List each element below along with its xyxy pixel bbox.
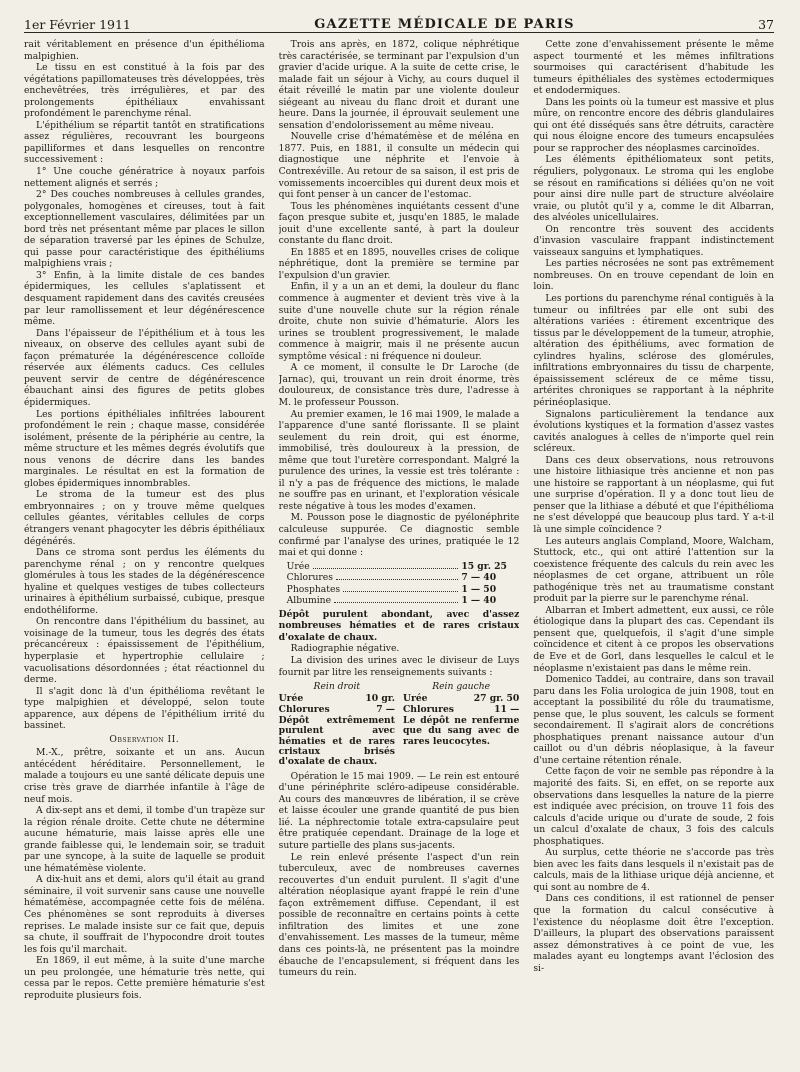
table-row: Albumine 1 — 40 [286,595,497,607]
journal-title: GAZETTE MÉDICALE DE PARIS [314,17,575,32]
paragraph: On rencontre dans l'épithélium du bassinet, au voisinage de la tumeur, tous les degrés des états précancéreux : épaississement de l'épithélium, hyperplasie et hypertrophie cellulaire ; vacuolisations désordonnées ; état réactionnel du derme. [24,616,265,686]
paragraph: Nouvelle crise d'hématémèse et de méléna en 1877. Puis, en 1881, il consulte un médecin qui diagnostique une néphrite et l'envoie à Contrexéville. Au retour de sa saison, il est pris de vomissements incoercibles qui durent deux mois et qui font penser à un cancer de l'estomac. [278,131,520,201]
deposit-note: Le dépôt ne renferme que du sang avec de rares leucocytes. [402,714,520,747]
paragraph: En 1885 et en 1895, nouvelles crises de colique néphrétique, dont la première se termine par l'expulsion d'un gravier. [278,246,520,281]
column-3 [533,39,774,1069]
column-2 [279,39,520,1069]
paragraph: Le tissu en est constitué à la fois par des végétations papillomateuses très développées, très enchevêtrées, très irrégulières, et par des prolongements épithéliaux envahissant profondément le parenchyme rénal. [24,62,265,120]
paragraph: Signalons particulièrement la tendance aux évolutions kystiques et la formation d'assez vastes cavités analogues à celles de n'importe quel rein scléreux. [533,408,774,455]
paragraph: M. Pousson pose le diagnostic de pyélonéphrite calculeuse suppurée. Ce diagnostic semble confirmé par l'analyse des urines, pratiquée le 12 mai et qui donne : [278,512,520,559]
paragraph: Les auteurs anglais Compland, Moore, Walcham, Stuttock, etc., qui ont attiré l'attention sur la coexistence fréquente des calculs du rein avec les néoplasmes de cet organe, attribuent un rôle pathogénique très net au traumatisme constant produit par la pierre sur le parenchyme rénal. [533,535,774,605]
paragraph: A dix-sept ans et demi, il tombe d'un trapèze sur la région rénale droite. Cette chute ne détermine aucune hématurie, mais laisse après elle une grande faiblesse qui, le lendemain soir, se traduit par une syncope, à la suite de laquelle se produit une hématémèse violente. [24,805,265,874]
table-row: Urée 15 gr. 25 [286,560,507,572]
header-date: 1er Février 1911 [24,17,131,32]
list-item: 2° Des couches nombreuses à cellules grandes, polygonales, homogènes et cireuses, tout à fait exceptionnellement vasculaires, délimitées par un bord très net présentant même par places le sillon de séparation traversé par les épines de Schulze, qui passe pour caractéristique des épithéliums malpighiens vrais ; [24,189,265,270]
paragraph: Les parties nécrosées ne sont pas extrêmement nombreuses. On en trouve cependant de loin en loin. [533,258,774,293]
paragraph: A dix-huit ans et demi, alors qu'il était au grand séminaire, il voit survenir sans cause une nouvelle hématémèse, accompagnée cette fois de méléna. Ces phénomènes se sont reproduits à diverses reprises. Le malade insiste sur ce fait que, depuis sa chute, il souffrait de l'hypocondre droit toutes les fois qu'il marchait. [24,874,265,955]
paragraph: Cette façon de voir ne semble pas répondre à la majorité des faits. Si, en effet, on se reporte aux observations dans lesquelles la nature de la pierre est indiquée avec précision, on trouve 11 fois des calculs d'acide urique ou d'urate de soude, 2 fois un calcul d'oxalate de chaux, 3 fois des calculs phosphatiques. [533,766,774,847]
paragraph: Trois ans après, en 1872, colique néphrétique très caractérisée, se terminant par l'expulsion d'un gravier d'acide urique. A la suite de cette crise, le malade fait un séjour à Vichy, au cours duquel il était réveillé le matin par une violente douleur siégeant au niveau du flanc droit et durant une heure. Dans la journée, il éprouvait seulement une sensation d'endolorissement au même niveau. [278,39,520,131]
paragraph: Les portions du parenchyme rénal contiguës à la tumeur ou infiltrées par elle ont subi des altérations variées : étirement excentrique des tissus par le développement de la tumeur, atrophie, altération des épithéliums, avec formation de cylindres hyalins, sclérose des glomérules, infiltrations embryonnaires du tissu de charpente, épaississement scléreux de ce même tissu, artérites chroniques se rapportant à la néphrite périnéoplasique. [533,293,774,408]
paragraph: Domenico Taddei, au contraire, dans son travail paru dans les Folia urologica de juin 1908, tout en acceptant la possibilité du rôle du traumatisme, pense que, le plus souvent, les calculs se forment secondairement. Il s'agirait alors de concrétions phosphatiques prenant naissance autour d'un caillot ou d'un débris néoplasique, à la faveur d'une certaine rétention rénale. [533,674,774,766]
paragraph: Dans ces deux observations, nous retrouvons une histoire lithiasique très ancienne et non pas une histoire se rapportant à un néoplasme, qui fut une surprise d'opération. Il y a donc tout lieu de penser que la lithiase a débuté et que l'épithélioma ne s'est développé que beaucoup plus tard. Y a-t-il là une simple coïncidence ? [533,454,774,535]
paragraph: Le rein enlevé présente l'aspect d'un rein tuberculeux, avec de nombreuses cavernes recouvertes d'un enduit purulent. Il s'agit d'une altération néoplasique ayant frappé le rein d'une façon extrêmement diffuse. Cependant, il est possible de reconnaître en certains points à cette infiltration des limites et une zone d'envahissement. Les masses de la tumeur, même dans ces points-là, ne présentent pas la moindre ébauche de l'encapsulement, si fréquent dans les tumeurs du rein. [278,851,520,979]
paragraph: Opération le 15 mai 1909. — Le rein est entouré d'une périnéphrite scléro-adipeuse considérable. Au cours des manœuvres de libération, il se crève et laisse écouler une grande quantité de pus bien lié. La néphrectomie totale extra-capsulaire peut être pratiquée cependant. Drainage de la loge et suture partielle des plans sus-jacents. [278,770,520,852]
column-1 [24,39,265,1069]
paragraph: Il s'agit donc là d'un épithélioma revêtant le type malpighien et développé, selon toute apparence, aux dépens de l'épithélium irrité du bassinet. [24,685,265,732]
paragraph: Au premier examen, le 16 mai 1909, le malade a l'apparence d'une santé florissante. Il se plaint seulement du rein droit, qui est énorme, immobilisé, très douloureux à la pression, de même que tout l'uretère correspondant. Malgré la purulence des urines, la vessie est très tolérante : il n'y a pas de fréquence des mictions, le malade ne souffre pas en urinant, et l'exploration vésicale reste négative à tous les modes d'examen. [278,408,520,512]
paragraph: L'épithélium se répartit tantôt en stratifications assez régulières, recouvrant les bourgeons papilliformes et dans lesquelles on rencontre successivement : [24,119,265,166]
section-heading: Observation II. [109,733,180,745]
paragraph: Le stroma de la tumeur est des plus embryonnaires ; on y trouve même quelques cellules géantes, véritables cellules de corps étrangers venant phagocyter les débris épithéliaux dégénérés. [24,489,265,547]
paragraph: Albarran et Imbert admettent, eux aussi, ce rôle étiologique dans la plupart des cas. Cependant ils pensent que, quelquefois, il s'agit d'une simple coïncidence et citent à ce propos les observations de Eve et de Gorl, dans lesquelles le calcul et le néoplasme n'existaient pas dans le même rein. [533,604,774,674]
paragraph: M.-X., prêtre, soixante et un ans. Aucun antécédent héréditaire. Personnellement, le malade a toujours eu une santé délicate depuis une crise très grave de diarrhée infantile à l'âge de neuf mois. [24,747,265,805]
paragraph: Les éléments épithéliomateux sont petits, réguliers, polygonaux. Le stroma qui les englobe se résout en ramifications si déliées qu'on ne voit pour ainsi dire nulle part de structure alvéolaire vraie, ou plutôt qu'il y a, comme le dit Albarran, des alvéoles unicellulaires. [533,154,774,224]
paragraph: Dans ce stroma sont perdus les éléments du parenchyme rénal ; on y rencontre quelques glomérules à tous les stades de la dégénérescence hyaline et quelques vestiges de tubes collecteurs urinaires à épithélium surbaissé, cubique, presque endothéliforme. [24,547,265,616]
paragraph: Dans ces conditions, il est rationnel de penser que la formation du calcul consécutive à l'existence du néoplasme doit être l'exception. D'ailleurs, la plupart des observations paraissent assez démonstratives à ce point de vue, les malades ayant eu longtemps avant l'éclosion des si- [533,893,774,974]
table-row: Urée 10 gr. [278,692,395,704]
table-row: Urée 27 gr. 50 [402,692,520,704]
table-row: Chlorures 7 — [278,704,395,716]
right-kidney-block [279,681,395,768]
paragraph: On rencontre très souvent des accidents d'invasion vasculaire frappant indistinctement vaisseaux sanguins et lymphatiques. [533,223,774,258]
table-row: Chlorures 7 — 40 [286,572,497,584]
deposit-note: Dépôt extrêmement purulent avec hématies et de rares cristaux brisés d'oxalate de chaux. [278,714,395,768]
urine-analysis-table [287,561,520,607]
paragraph: Dans les points où la tumeur est massive et plus mûre, on rencontre encore des débris glandulaires qui ont été disséqués sans être détruits, caractère qui nous éloigne encore des tumeurs encapsulées pour se rapprocher des néoplasmes carcinoïdes. [533,96,774,154]
paragraph: En 1869, il eut même, à la suite d'une marche un peu prolongée, une hématurie très nette, qui cessa par le repos. Cette première hématurie s'est reproduite plusieurs fois. [24,955,265,1001]
text-columns [24,39,774,1069]
table-row: Phosphates 1 — 50 [286,583,497,595]
running-header [24,6,774,33]
paragraph: rait véritablement en présence d'un épithélioma malpighien. [24,39,265,62]
column-heading: Rein droit [313,681,361,693]
table-row: Chlorures 11 — [402,704,520,716]
paragraph: A ce moment, il consulte le Dr Laroche (de Jarnac), qui, trouvant un rein droit énorme, très douloureux, de consistance très dure, l'adresse à M. le professeur Pousson. [278,362,520,408]
paragraph: Cette zone d'envahissement présente le même aspect tourmenté et les mêmes infiltrations sourmoises qui caractérisent d'habitude les tumeurs épithéliales des systèmes ectodermiques et endodermiques. [533,39,774,97]
urine-note: Dépôt purulent abondant, avec d'assez nombreuses hématies et de rares cristaux d'oxalate de chaux. [278,608,520,643]
paragraph: La division des urines avec le diviseur de Luys fournit par litre les renseignements suivants : [278,654,520,678]
left-kidney-block [403,681,519,768]
page-number: 37 [758,17,774,32]
paragraph: Enfin, il y a un an et demi, la douleur du flanc commence à augmenter et devient très vive à la suite d'une nouvelle chute sur la région rénale droite, chute non suivie d'hématurie. Alors les urines se troublent progressivement, le malade commence à maigrir, mais il ne présente aucun symptôme vésical : ni fréquence ni douleur. [278,281,520,362]
paragraph: Les portions épithéliales infiltrées labourent profondément le rein ; chaque masse, considérée isolément, présente de la périphérie au centre, la même structure et les mêmes degrés évolutifs que nous venons de décrire dans les bandes marginales. Le résultat en est la formation de globes épidermiques innombrables. [24,408,265,489]
paragraph: Dans l'épaisseur de l'épithélium et à tous les niveaux, on observe des cellules ayant subi de façon prématurée la dégénérescence colloïde réservée aux éléments caducs. Ces cellules peuvent servir de centre de dégénérescence ébauchant ainsi des figures de petits globes épidermiques. [24,327,265,408]
list-item: 3° Enfin, à la limite distale de ces bandes épidermiques, les cellules s'aplatissent et desquament rapidement dans des cavités creusées par leur ramollissement et leur dégénérescence même. [24,269,265,328]
paragraph: Au surplus, cette théorie ne s'accorde pas très bien avec les faits dans lesquels il n'existait pas de calculs, mais de la lithiase urique déjà ancienne, et qui sont au nombre de 4. [533,847,774,893]
paragraph: Tous les phénomènes inquiétants cessent d'une façon presque subite et, jusqu'en 1885, le malade jouit d'une excellente santé, à part la douleur constante du flanc droit. [278,200,520,247]
list-item: 1° Une couche génératrice à noyaux parfois nettement alignés et serrés ; [24,166,265,189]
paragraph: Radiographie négative. [290,643,400,655]
column-heading: Rein gauche [432,681,491,693]
urine-division-table [279,681,520,768]
